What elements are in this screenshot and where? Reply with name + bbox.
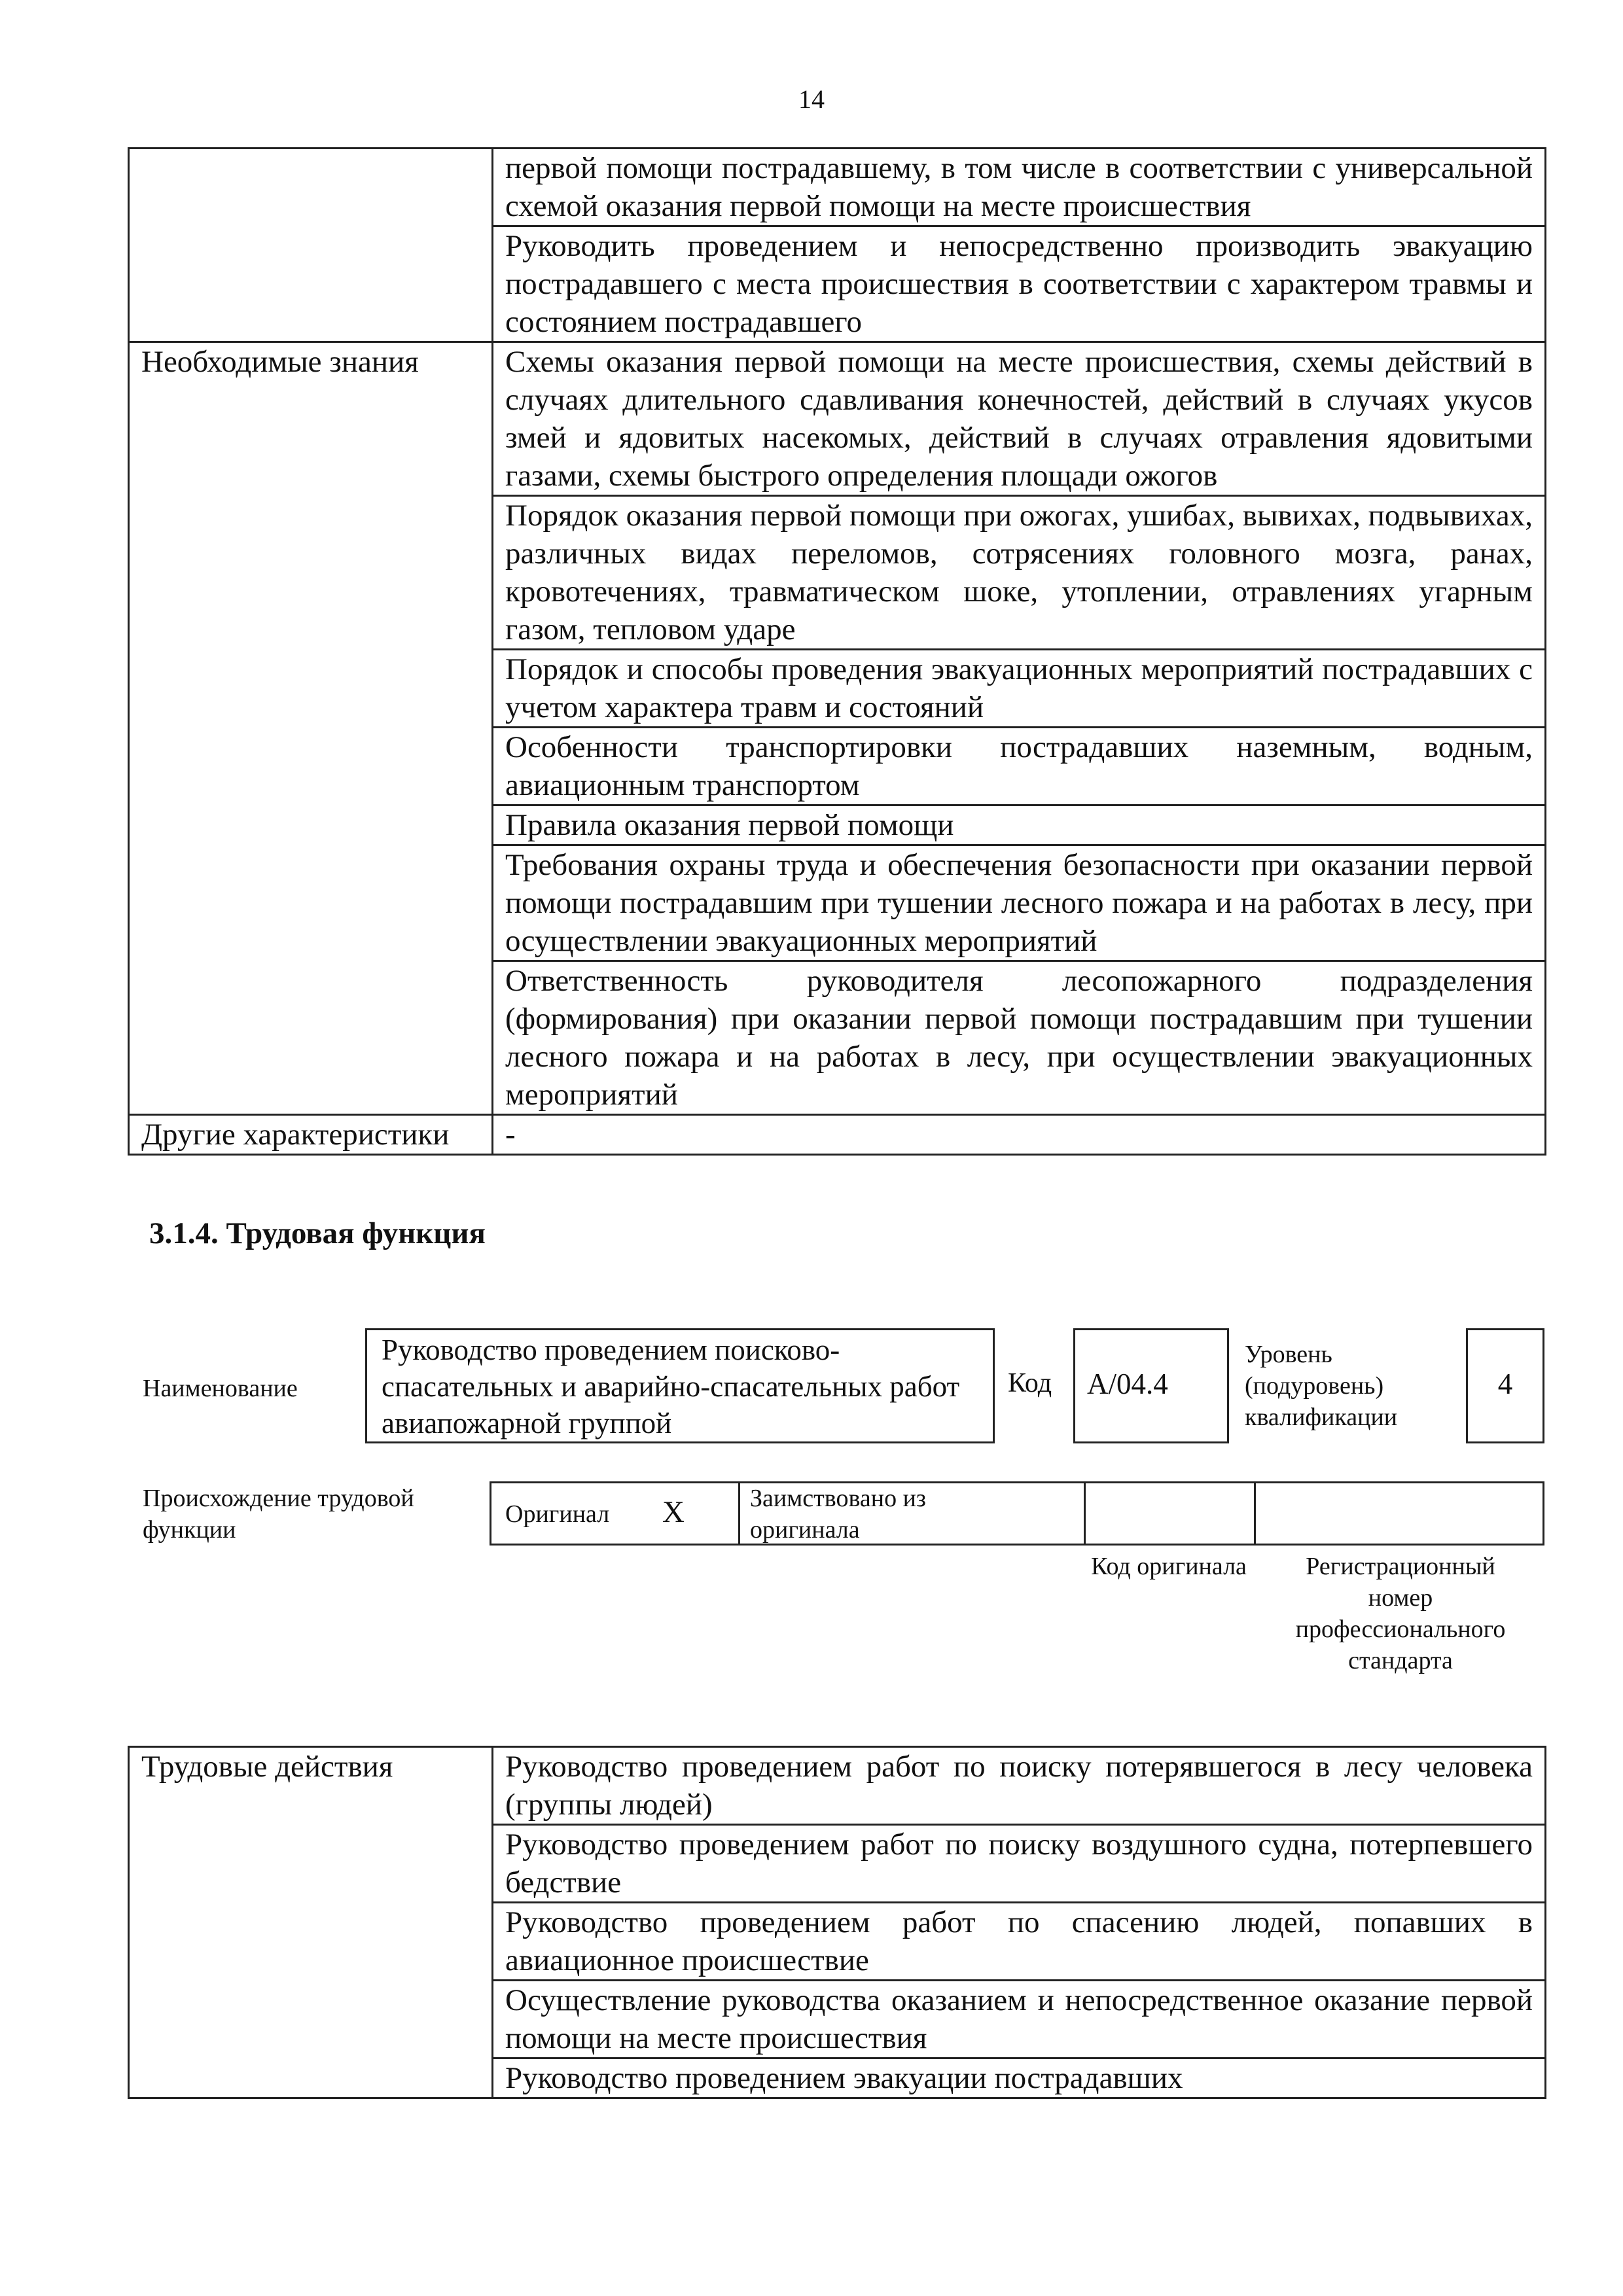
level-box: [1466, 1328, 1544, 1443]
original-mark: X: [662, 1495, 685, 1529]
row-text: Особенности транспортировки пострадавших наземным, водным, авиационным транспортом: [493, 728, 1546, 805]
level-label: Уровень (подуровень) квалификации: [1245, 1341, 1398, 1431]
origin-label: Происхождение трудовой функции: [143, 1485, 414, 1544]
borrowed-label: Заимствовано из оригинала: [750, 1485, 926, 1544]
original-label: Оригинал: [505, 1500, 610, 1528]
row-text: Руководство проведением эвакуации пострадавших: [493, 2058, 1546, 2098]
row-label: Трудовые действия: [129, 1747, 493, 2098]
name-box: [365, 1328, 995, 1443]
row-label: Необходимые знания: [129, 342, 493, 1115]
table-row: [129, 149, 1546, 226]
row-text: первой помощи пострадавшему, в том числе в соответствии с универсальной схемой оказания первой помощи на месте происшествия: [493, 149, 1546, 226]
table-row: [129, 1747, 1546, 1825]
code-box: [1073, 1328, 1229, 1443]
reg-caption: Регистрационный номер профессионального стандарта: [1295, 1553, 1506, 1674]
code-value: A/04.4: [1087, 1368, 1168, 1400]
name-label: Наименование: [143, 1375, 298, 1402]
table-row: [129, 342, 1546, 496]
page-number: 14: [798, 84, 825, 114]
knowledge-table: [128, 147, 1546, 1156]
code-caption: Код оригинала: [1091, 1553, 1247, 1580]
row-text: Порядок и способы проведения эвакуационных мероприятий пострадавших с учетом характера травм и состояний: [493, 650, 1546, 728]
name-value: Руководство проведением поисково-спасательных и аварийно-спасательных работ авиапожарной группой: [382, 1333, 960, 1439]
level-value: 4: [1497, 1368, 1513, 1400]
actions-table: [128, 1746, 1546, 2099]
row-text: Требования охраны труда и обеспечения безопасности при оказании первой помощи пострадавшим при тушении лесного пожара и на работах в лесу, при осуществлении эвакуационных мероприятий: [493, 845, 1546, 961]
row-text: Руководить проведением и непосредственно производить эвакуацию пострадавшего с места происшествия в соответствии с характером травмы и состоянием пострадавшего: [493, 226, 1546, 342]
row-text: Руководство проведением работ по спасению людей, попавших в авиационное происшествие: [493, 1903, 1546, 1981]
section-heading: 3.1.4. Трудовая функция: [149, 1216, 486, 1250]
table-row: [129, 1115, 1546, 1155]
row-text: Ответственность руководителя лесопожарного подразделения (формирования) при оказании первой помощи пострадавшим при тушении лесного пожара и на работах в лесу, при осуществлении эвакуационных мероприятий: [493, 961, 1546, 1115]
code-label: Код: [1008, 1368, 1052, 1398]
row-text: Правила оказания первой помощи: [493, 805, 1546, 845]
row-text: Руководство проведением работ по поиску воздушного судна, потерпевшего бедствие: [493, 1825, 1546, 1903]
row-text: Схемы оказания первой помощи на месте происшествия, схемы действий в случаях длительного сдавливания конечностей, действий в случаях укусов змей и ядовитых насекомых, действий в случаях отравления ядовитыми газами, схемы быстрого определения площади ожогов: [493, 342, 1546, 496]
row-text: Порядок оказания первой помощи при ожогах, ушибах, вывихах, подвывихах, различных видах переломов, сотрясениях головного мозга, ранах, кровотечениях, травматическом шоке, утоплении, отравлениях угарным газом, тепловом ударе: [493, 496, 1546, 650]
row-text: -: [493, 1115, 1546, 1155]
origin-row: [490, 1481, 1544, 1545]
row-text: Руководство проведением работ по поиску потерявшегося в лесу человека (группы людей): [493, 1747, 1546, 1825]
row-text: Осуществление руководства оказанием и непосредственное оказание первой помощи на месте происшествия: [493, 1981, 1546, 2058]
row-label: Другие характеристики: [129, 1115, 493, 1155]
row-label: [129, 149, 493, 342]
